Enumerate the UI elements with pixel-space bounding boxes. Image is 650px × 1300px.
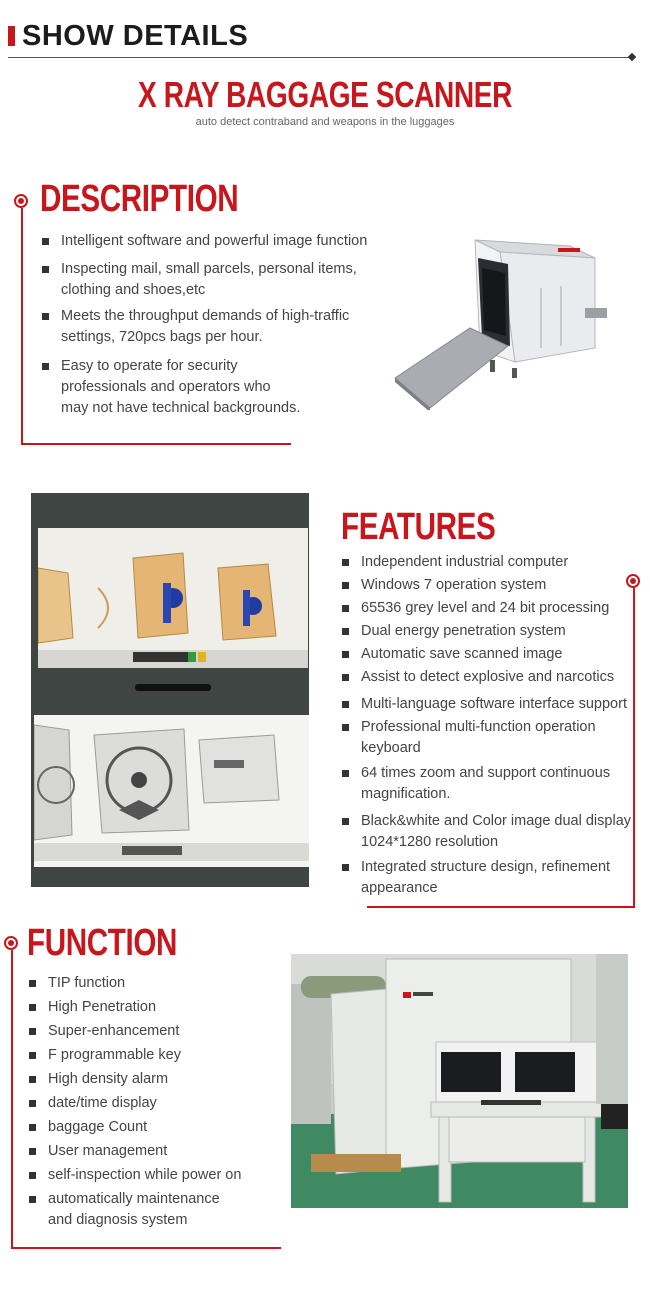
features-item-text: Automatic save scanned image — [361, 646, 563, 662]
description-item-text: settings, 720pcs bags per hour. — [61, 329, 263, 345]
features-item-text: Black&white and Color image dual display — [361, 813, 632, 829]
features-list-item — [342, 811, 634, 853]
features-list-item — [342, 667, 634, 688]
features-list — [342, 552, 634, 899]
header-accent-bar — [8, 26, 15, 46]
function-item-text: self-inspection while power on — [48, 1167, 242, 1183]
features-item-text: Professional multi-function operation — [361, 719, 596, 735]
description-item-text: may not have technical backgrounds. — [61, 400, 301, 416]
features-item-text: 64 times zoom and support continuous — [361, 765, 611, 781]
function-frame-bottom — [11, 1247, 281, 1249]
function-item-text: date/time display — [48, 1095, 157, 1111]
features-list-item — [342, 644, 634, 665]
features-title: FEATURES — [341, 506, 496, 548]
features-item-text: keyboard — [361, 740, 421, 756]
scanner-machine-photo — [291, 954, 628, 1208]
description-frame-bottom — [21, 443, 291, 445]
function-list — [29, 973, 279, 1231]
function-item-text: and diagnosis system — [48, 1212, 188, 1228]
header-divider — [8, 57, 632, 58]
description-list-item — [42, 356, 387, 419]
description-list — [42, 231, 387, 419]
monitor-stand — [135, 684, 211, 691]
product-title: X RAY BAGGAGE SCANNER — [137, 74, 513, 115]
function-title: FUNCTION — [27, 922, 178, 964]
function-list-item — [29, 1141, 279, 1162]
function-item-text: TIP function — [48, 975, 126, 991]
features-list-item — [342, 598, 634, 619]
features-item-text: appearance — [361, 880, 438, 896]
function-list-item — [29, 1021, 279, 1042]
features-item-text: 1024*1280 resolution — [361, 834, 499, 850]
features-item-text: Dual energy penetration system — [361, 623, 566, 639]
monitor-screens-image — [31, 493, 309, 887]
function-list-item — [29, 997, 279, 1018]
header-title: SHOW DETAILS — [22, 20, 249, 52]
function-list-item — [29, 973, 279, 994]
color-xray-screen — [38, 528, 308, 668]
description-list-item — [42, 259, 387, 301]
function-item-text: baggage Count — [48, 1119, 148, 1135]
function-list-item — [29, 1189, 279, 1231]
product-subtitle: auto detect contraband and weapons in the luggages — [195, 116, 455, 128]
features-list-item — [342, 857, 634, 899]
features-item-text: Multi-language software interface support — [361, 696, 627, 712]
description-list-item — [42, 231, 387, 252]
function-item-text: automatically maintenance — [48, 1191, 220, 1207]
features-item-text: Independent industrial computer — [361, 554, 569, 570]
description-item-text: Inspecting mail, small parcels, personal items, — [61, 261, 357, 277]
features-item-text: 65536 grey level and 24 bit processing — [361, 600, 610, 616]
description-list-item — [42, 306, 387, 348]
features-item-text: magnification. — [361, 786, 451, 802]
features-item-text: Assist to detect explosive and narcotics — [361, 669, 615, 685]
features-frame-bottom — [367, 906, 635, 908]
function-item-text: Super-enhancement — [48, 1023, 180, 1039]
features-list-item — [342, 575, 634, 596]
description-item-text: Intelligent software and powerful image function — [61, 233, 368, 249]
description-item-text: professionals and operators who — [61, 379, 271, 395]
function-list-item — [29, 1165, 279, 1186]
xray-scanner-image — [390, 228, 620, 410]
function-item-text: F programmable key — [48, 1047, 181, 1063]
features-list-item — [342, 694, 634, 715]
section-bullet-icon — [4, 936, 18, 950]
function-item-text: User management — [48, 1143, 168, 1159]
description-item-text: clothing and shoes,etc — [61, 282, 206, 298]
function-item-text: High Penetration — [48, 999, 157, 1015]
section-bullet-icon — [14, 194, 28, 208]
description-frame-left — [21, 208, 23, 444]
function-frame-left — [11, 950, 13, 1248]
grey-xray-screen — [34, 715, 309, 867]
function-list-item — [29, 1093, 279, 1114]
function-list-item — [29, 1069, 279, 1090]
description-item-text: Meets the throughput demands of high-traffic — [61, 308, 350, 324]
features-list-item — [342, 717, 634, 759]
divider-diamond-icon — [628, 53, 636, 61]
function-item-text: High density alarm — [48, 1071, 169, 1087]
description-title: DESCRIPTION — [40, 178, 239, 220]
features-list-item — [342, 621, 634, 642]
features-list-item — [342, 552, 634, 573]
function-list-item — [29, 1045, 279, 1066]
features-list-item — [342, 763, 634, 805]
function-list-item — [29, 1117, 279, 1138]
features-item-text: Windows 7 operation system — [361, 577, 547, 593]
description-item-text: Easy to operate for security — [61, 358, 238, 374]
features-item-text: Integrated structure design, refinement — [361, 859, 611, 875]
